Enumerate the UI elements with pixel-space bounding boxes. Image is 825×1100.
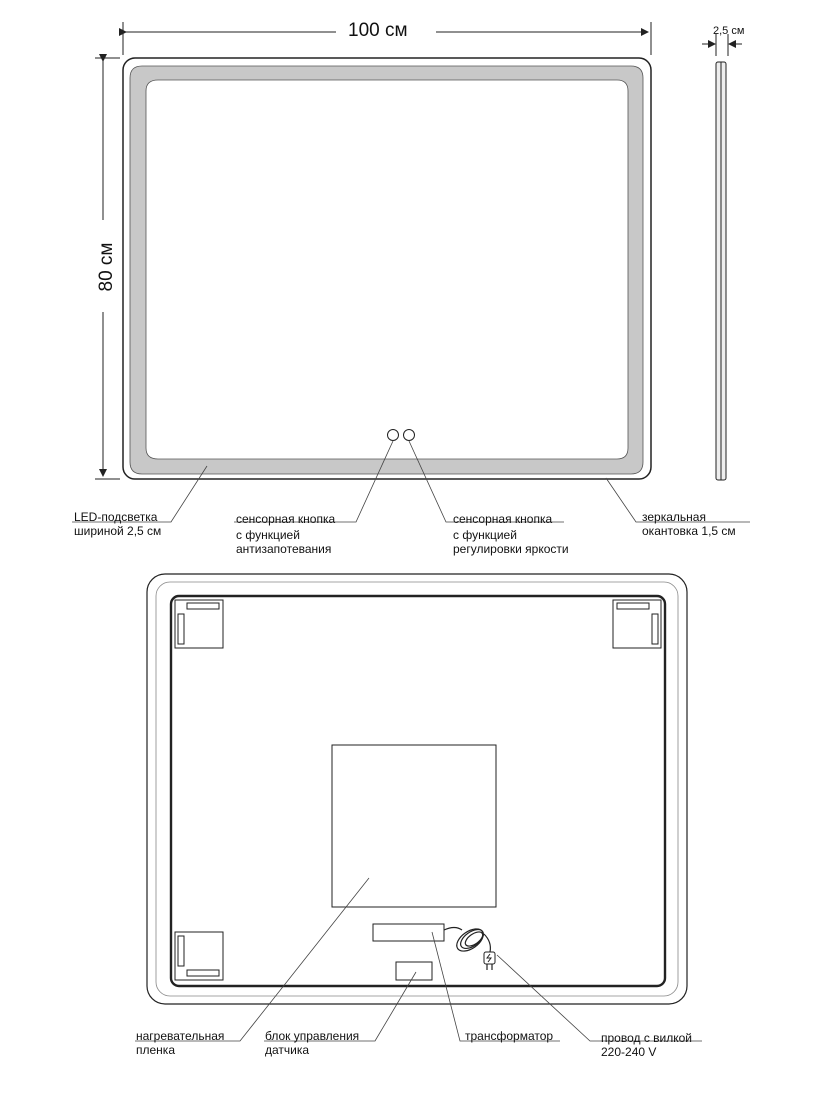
sensor-control-block bbox=[396, 962, 432, 980]
height-label: 80 см bbox=[96, 242, 117, 292]
callout-frame-line1: зеркальная bbox=[642, 510, 706, 524]
back-view bbox=[135, 574, 702, 1041]
callout-sensor-line1: блок управления bbox=[265, 1029, 360, 1043]
width-label: 100 см bbox=[344, 20, 412, 42]
front-view bbox=[72, 22, 750, 522]
callout-heating-film bbox=[136, 1029, 224, 1057]
heating-film bbox=[332, 745, 496, 907]
callout-frame-line2: окантовка 1,5 см bbox=[642, 524, 736, 538]
callout-brightness-line3: регулировки яркости bbox=[453, 542, 569, 556]
callout-frame bbox=[642, 510, 736, 538]
callout-sensor-line2: датчика bbox=[265, 1043, 310, 1057]
callout-led bbox=[74, 510, 161, 538]
callout-led-line2: шириной 2,5 см bbox=[74, 524, 162, 538]
callout-cable-line2: 220-240 V bbox=[601, 1045, 657, 1059]
callout-antifog-line3: антизапотевания bbox=[236, 542, 332, 556]
callout-heating-line1: нагревательная bbox=[136, 1029, 225, 1043]
callout-transformer-line1: трансформатор bbox=[465, 1029, 554, 1043]
callout-antifog-line1: сенсорная кнопка bbox=[236, 512, 336, 526]
callout-cable bbox=[601, 1031, 692, 1059]
callout-brightness-button bbox=[453, 512, 569, 556]
callout-cable-line1: провод с вилкой bbox=[601, 1031, 693, 1045]
mirror-frame bbox=[123, 58, 651, 479]
touch-button-icon bbox=[404, 430, 415, 441]
callout-led-line1: LED-подсветка bbox=[74, 510, 158, 524]
callout-antifog-button bbox=[236, 512, 335, 556]
callout-sensor-control bbox=[265, 1029, 359, 1057]
touch-button-icon bbox=[388, 430, 399, 441]
side-view bbox=[702, 34, 742, 480]
callout-transformer bbox=[465, 1029, 553, 1043]
callout-antifog-line2: с функцией bbox=[236, 528, 300, 542]
callout-brightness-line2: с функцией bbox=[453, 528, 517, 542]
callout-brightness-line1: сенсорная кнопка bbox=[453, 512, 553, 526]
depth-label: 2,5 см bbox=[713, 25, 745, 37]
callout-heating-line2: пленка bbox=[136, 1043, 175, 1057]
